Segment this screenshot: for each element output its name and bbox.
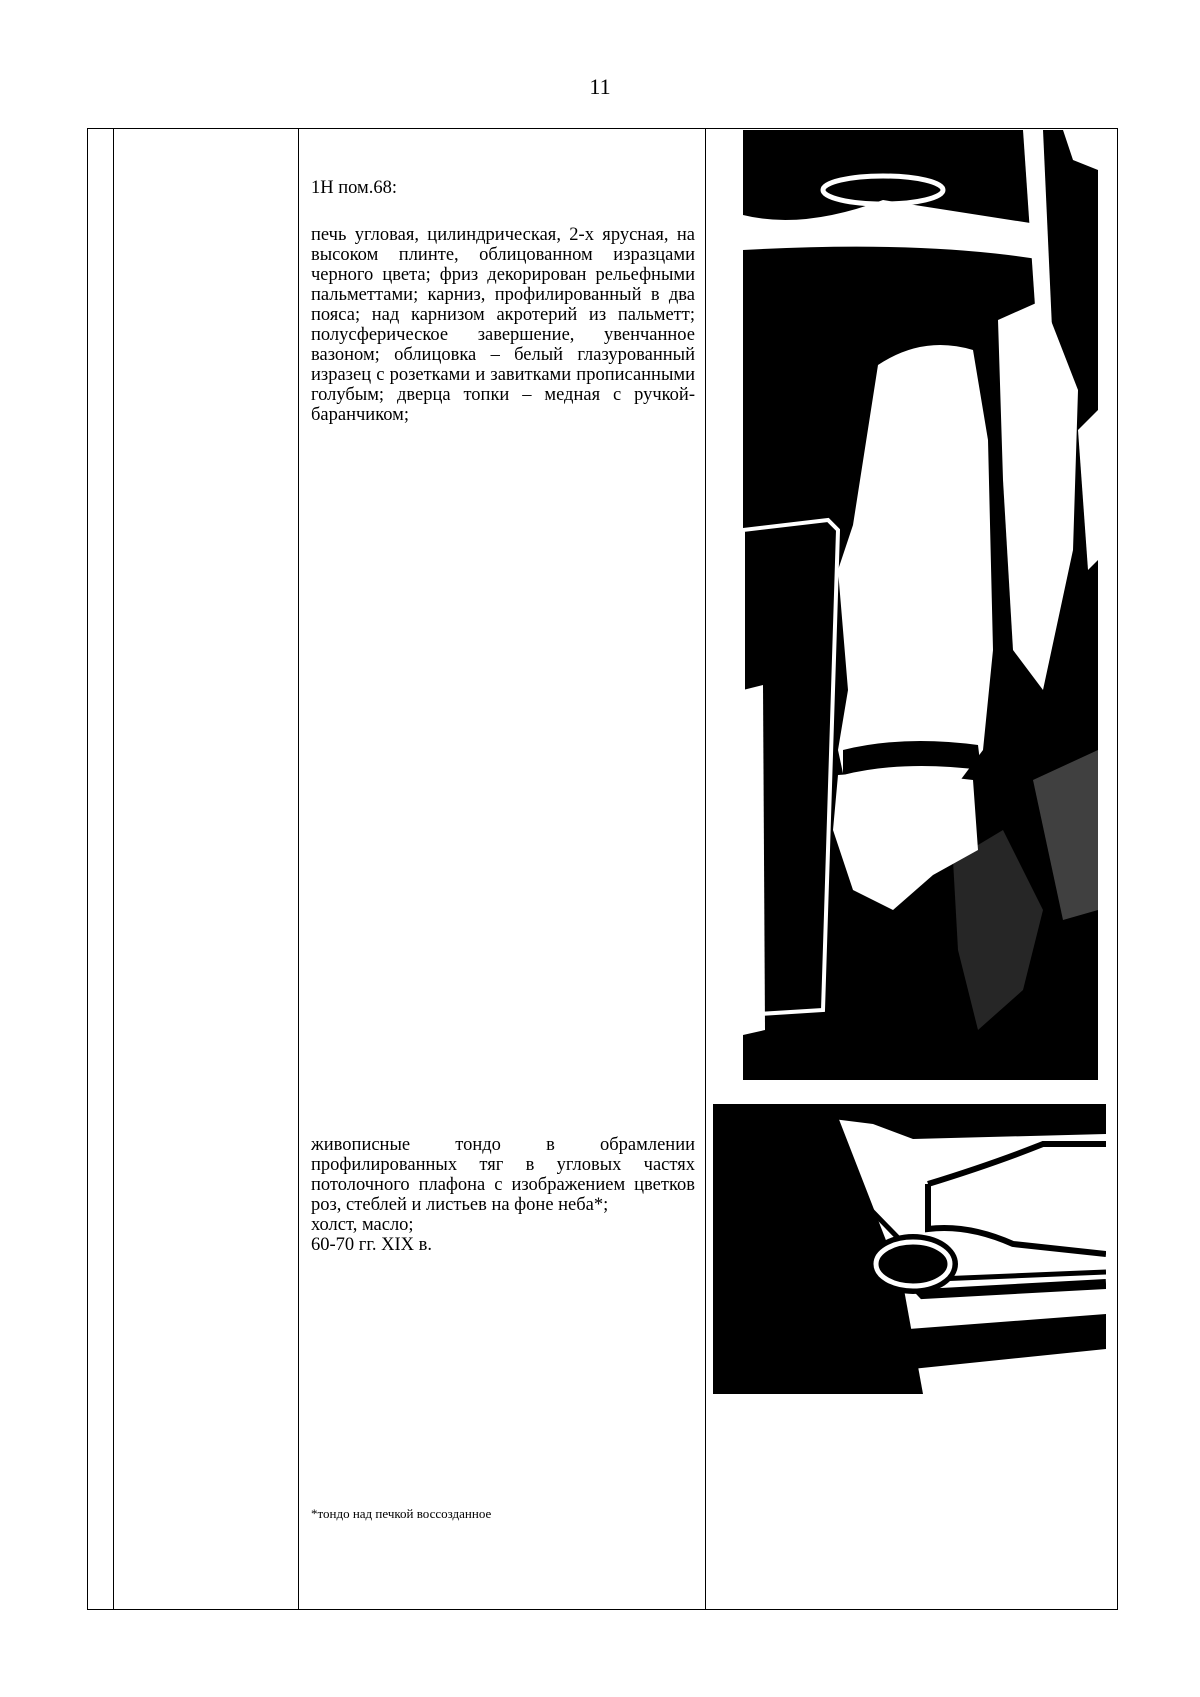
material-text: холст, масло; <box>311 1215 414 1235</box>
footnote: *тондо над печкой воссозданное <box>311 1506 492 1521</box>
tondo-description <box>311 1135 695 1255</box>
tondo-description-text: живописные тондо в обрамлении профилированных тяг в угловых частях потолочного плафона с изображением цветков роз, стеблей и листьев на фоне неба*; <box>311 1135 695 1215</box>
stove-description <box>311 225 695 425</box>
table-column-divider <box>298 129 299 1609</box>
date-text: 60-70 гг. XIX в. <box>311 1235 432 1255</box>
ceiling-tondo-photo <box>713 1104 1106 1394</box>
room-heading: 1Н пом.68: <box>311 178 398 198</box>
stove-photo <box>743 130 1098 1080</box>
stove-description-text: печь угловая, цилиндрическая, 2-х ярусная, на высоком плинте, облицованном изразцами черного цвета; фриз декорирован рельефными пальметтами; карниз, профилированный в два пояса; над карнизом акротерий из пальметт; полусферическое завершение, увенчанное вазоном; облицовка – белый глазурованный изразец с розетками и завитками прописанными голубым; дверца топки – медная с ручкой-баранчиком; <box>311 225 695 425</box>
table-column-divider <box>705 129 706 1609</box>
page-number: 11 <box>589 74 611 99</box>
table-column-divider <box>113 129 114 1609</box>
